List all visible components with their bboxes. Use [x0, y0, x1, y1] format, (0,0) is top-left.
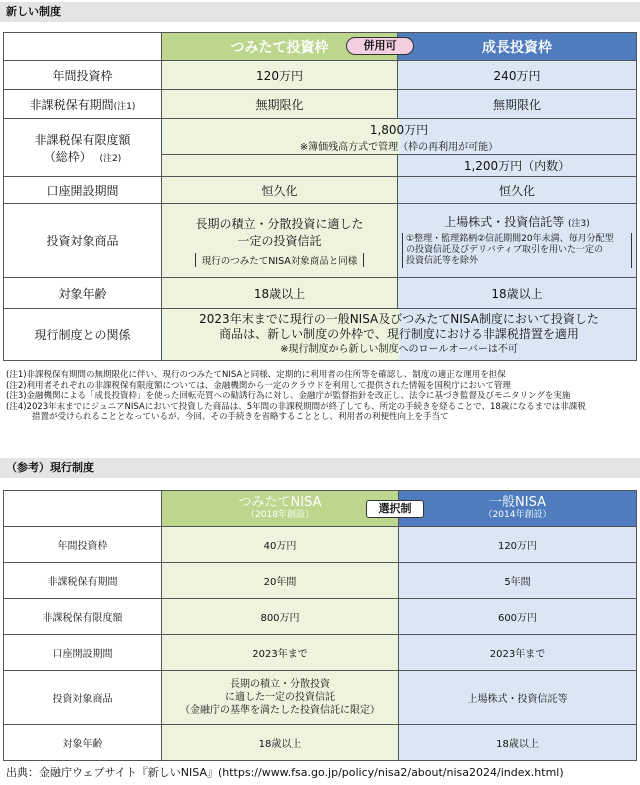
row-label-limit: 非課税保有限度額 [4, 599, 162, 635]
cell-relation: 2023年末までに現行の一般NISA及びつみたてNISA制度において投資した 商品は、新しい制度の外枠で、現行制度における非課税措置を適用 ※現行制度から新しい制度へのロールオーバーは不可 [162, 309, 637, 361]
row-label-age: 対象年齢 [4, 278, 162, 309]
row-label-annual: 年間投資枠 [4, 61, 162, 90]
cell-age-ippan: 18歳以上 [399, 725, 637, 761]
cell-period-seicho: 無期限化 [398, 90, 637, 119]
table-header-row [4, 33, 637, 61]
cell-annual-tsumitate: 40万円 [162, 527, 399, 563]
row-label-relation: 現行制度との関係 [4, 309, 162, 361]
row-label-age: 対象年齢 [4, 725, 162, 761]
table-row [4, 278, 637, 309]
cell-target-ippan: 上場株式・投資信託等 [399, 671, 637, 725]
row-label-open: 口座開設期間 [4, 177, 162, 204]
row-label-limit: 非課税保有限度額 （総枠） (注2) [4, 119, 162, 177]
table-row [4, 61, 637, 90]
cell-period-tsumitate: 20年間 [162, 563, 399, 599]
table-header-row [4, 491, 637, 527]
cell-open-ippan: 2023年まで [399, 635, 637, 671]
cell-target-seicho: 上場株式・投資信託等 (注3) ①整理・監理銘柄②信託期間20年未満、毎月分配型 の投資信託及びデリバティブ取引を用いた一定の 投資信託等を除外 [398, 204, 637, 278]
cell-annual-tsumitate: 120万円 [162, 61, 398, 90]
cell-annual-ippan: 120万円 [399, 527, 637, 563]
cell-limit-tsumitate: 800万円 [162, 599, 399, 635]
footnotes: (注1)非課税保有期間の無期限化に伴い、現行のつみたてNISAと同様、定期的に利用者の住所等を確認し、制度の適正な運用を担保 (注2)利用者それぞれの非課税保有限度額については、金融機関から一定のクラウドを利用して提供された情報を国税庁において管理 (注3)金融機関による「成長投資枠」を使った回転売買への勧誘行為に対し、金融庁が監督指針を改正し、法令に基づき監督及びモニタリングを実施 (注4)2023年末までにジュニアNISAにおいて投資した商品は、5年間の非課税期間が終了しても、所定の手続きを経ることで、18歳になるまでは非課税 措置が受けられることとなっているが、今回、その手続きを省略することとし、利用者の利便性向上を手当て [6, 370, 586, 422]
table-row [4, 90, 637, 119]
cell-annual-seicho: 240万円 [398, 61, 637, 90]
cell-age-seicho: 18歳以上 [398, 278, 637, 309]
cell-age-tsumitate: 18歳以上 [162, 725, 399, 761]
row-label-target: 投資対象商品 [4, 204, 162, 278]
table-row [4, 635, 637, 671]
header-tsumitate-nisa: つみたてNISA （2018年創設） [162, 491, 399, 527]
cell-limit-total: 1,800万円 ※簿価残高方式で管理（枠の再利用が可能） [162, 119, 637, 155]
cell-period-ippan: 5年間 [399, 563, 637, 599]
note-marker: (注3) [568, 219, 590, 229]
badge-combined-use: 併用可 [346, 37, 414, 55]
row-label-target: 投資対象商品 [4, 671, 162, 725]
row-label-annual: 年間投資枠 [4, 527, 162, 563]
cell-limit-ippan: 600万円 [399, 599, 637, 635]
table-row [4, 527, 637, 563]
cell-open-seicho: 恒久化 [398, 177, 637, 204]
table-row [4, 177, 637, 204]
source-citation: 出典：金融庁ウェブサイト『新しいNISA』(https://www.fsa.go.jp/policy/nisa2/about/nisa2024/index.html) [6, 766, 564, 779]
table-row [4, 725, 637, 761]
header-seicho: 成長投資枠 [398, 33, 637, 61]
new-system-table [3, 32, 637, 361]
row-label-period: 非課税保有期間 [4, 563, 162, 599]
cell-limit-growth: 1,200万円（内数） [398, 155, 637, 177]
header-ippan-nisa: 一般NISA （2014年創設） [399, 491, 637, 527]
table-row [4, 204, 637, 278]
cell-target-tsumitate: 長期の積立・分散投資に適した 一定の投資信託 現行のつみたてNISA対象商品と同様 [162, 204, 398, 278]
section-title-reference: （参考）現行制度 [0, 458, 640, 478]
badge-selection: 選択制 [366, 500, 424, 518]
cell-target-tsumitate: 長期の積立・分散投資 に適した一定の投資信託 （金融庁の基準を満たした投資信託に限定） [162, 671, 399, 725]
table-row [4, 671, 637, 725]
header-tsumitate: つみたて投資枠 [162, 33, 398, 61]
section-title-new: 新しい制度 [0, 2, 640, 22]
note-marker: (注2) [99, 153, 122, 164]
note-marker: (注1) [113, 101, 136, 112]
cell-age-tsumitate: 18歳以上 [162, 278, 398, 309]
reference-table [3, 490, 637, 761]
cell-period-tsumitate: 無期限化 [162, 90, 398, 119]
table-row [4, 309, 637, 361]
table-row [4, 119, 637, 155]
table-row [4, 599, 637, 635]
table-row [4, 563, 637, 599]
cell-open-tsumitate: 2023年まで [162, 635, 399, 671]
row-label-period: 非課税保有期間(注1) [4, 90, 162, 119]
cell-open-tsumitate: 恒久化 [162, 177, 398, 204]
row-label-open: 口座開設期間 [4, 635, 162, 671]
